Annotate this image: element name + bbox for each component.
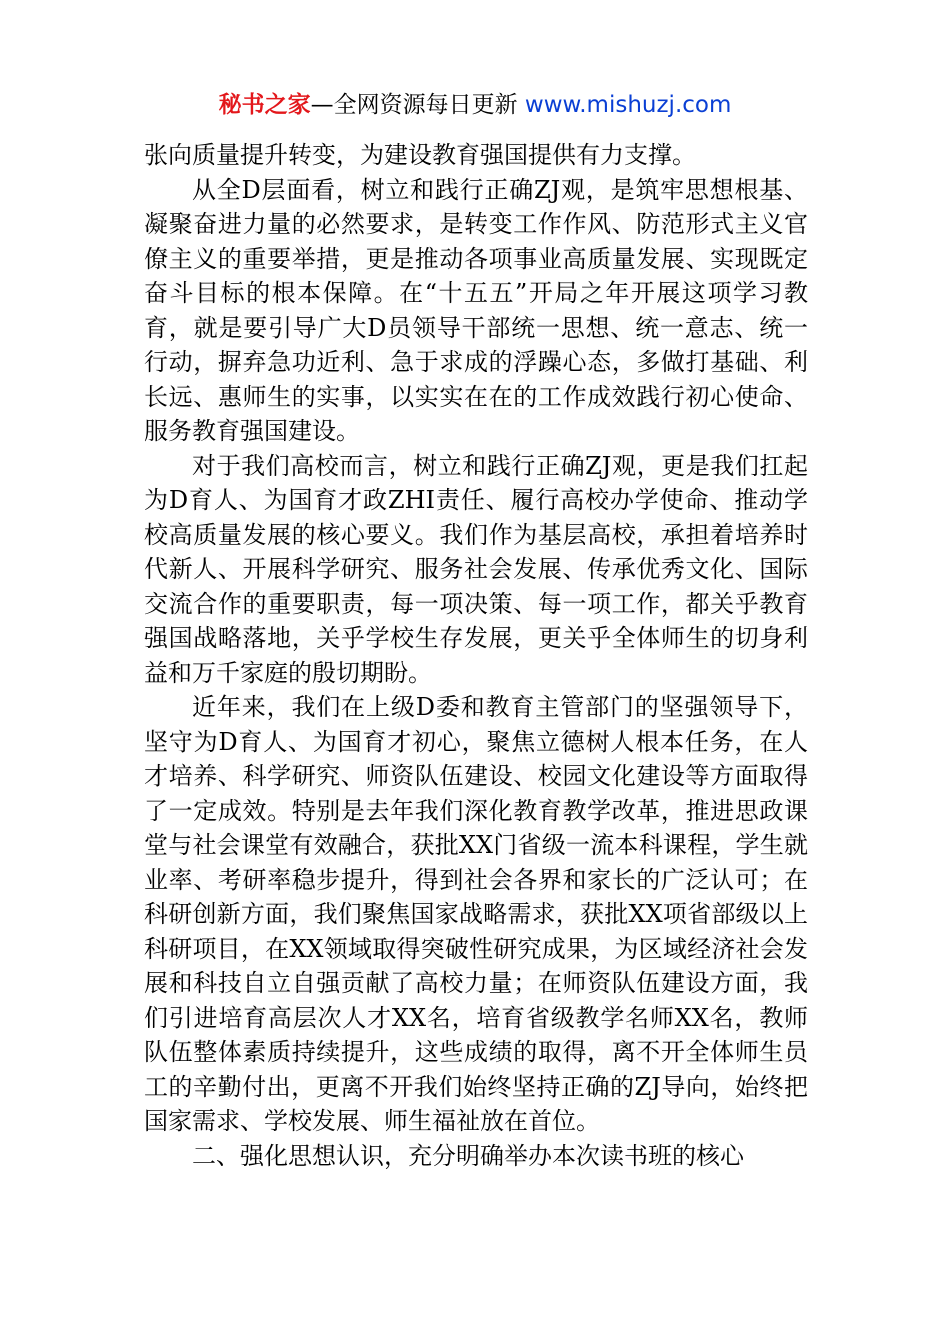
site-brand: 秘书之家 (218, 92, 311, 118)
site-url-link[interactable]: www.mishuzj.com (524, 92, 732, 118)
document-body (144, 138, 808, 1173)
site-header (0, 88, 950, 122)
paragraph: 近年来，我们在上级D委和教育主管部门的坚强领导下，坚守为D育人、为国育才初心，聚焦立德树人根本任务，在人才培养、科学研究、师资队伍建设、校园文化建设等方面取得了一定成效。特别是去年我们深化教育教学改革，推进思政课堂与社会课堂有效融合，获批XX门省级一流本科课程，学生就业率、考研率稳步提升，得到社会各界和家长的广泛认可；在科研创新方面，我们聚焦国家战略需求，获批XX项省部级以上科研项目，在XX领域取得突破性研究成果，为区域经济社会发展和科技自立自强贡献了高校力量；在师资队伍建设方面，我们引进培育高层次人才XX名，培育省级教学名师XX名，教师队伍整体素质持续提升，这些成绩的取得，离不开全体师生员工的辛勤付出，更离不开我们始终坚持正确的ZJ导向，始终把国家需求、学校发展、师生福祉放在首位。 (144, 693, 808, 1135)
paragraph-continuation: 张向质量提升转变，为建设教育强国提供有力支撑。 (144, 141, 696, 169)
paragraph: 从全D层面看，树立和践行正确ZJ观，是筑牢思想根基、凝聚奋进力量的必然要求，是转变工作作风、防范形式主义官僚主义的重要举措，更是推动各项事业高质量发展、实现既定奋斗目标的根本保障。在“十五五”开局之年开展这项学习教育，就是要引导广大D员领导干部统一思想、统一意志、统一行动，摒弃急功近利、急于求成的浮躁心态，多做打基础、利长远、惠师生的实事，以实实在在的工作成效践行初心使命、服务教育强国建设。 (144, 175, 808, 445)
section-heading: 二、强化思想认识，充分明确举办本次读书班的核心 (192, 1141, 744, 1170)
paragraph: 对于我们高校而言，树立和践行正确ZJ观，更是我们扛起为D育人、为国育才政ZHI责任、履行高校办学使命、推动学校高质量发展的核心要义。我们作为基层高校，承担着培养时代新人、开展科学研究、服务社会发展、传承优秀文化、国际交流合作的重要职责，每一项决策、每一项工作，都关乎教育强国战略落地，关乎学校生存发展，更关乎全体师生的切身利益和万千家庭的殷切期盼。 (144, 451, 808, 687)
site-tagline: —全网资源每日更新 (310, 92, 525, 118)
